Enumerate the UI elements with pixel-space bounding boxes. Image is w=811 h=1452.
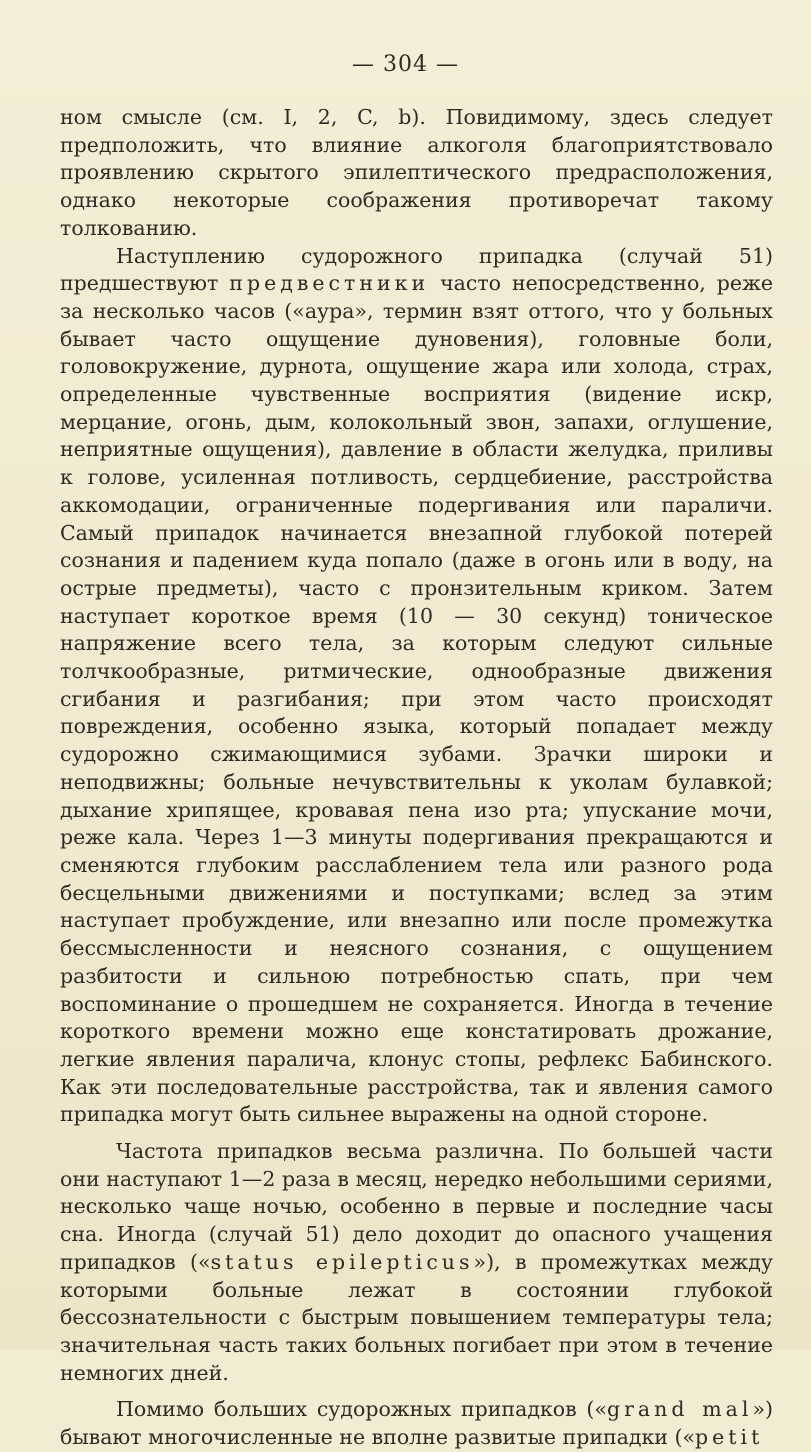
spaced-term-status-epilepticus: status epilepticus (210, 1249, 474, 1274)
paragraph-2-text-rest: часто непосредственно, реже за несколько часов («аура», термин взят оттого, что у больных бывает часто ощущение дуновения), головные боли, головокружение, дурнота, ощущение жара или холода, страх, определенные чувственные восприятия (видение искр, мерцание, огонь, дым, колокольный звон, запахи, оглушение, неприятные ощущения), давление в области желудка, приливы к голове, усиленная потливость, сердцебиение, расстройства аккомодации, ограниченные подергивания или параличи. Самый припадок начинается внезапной глубокой потерей сознания и падением куда попало (даже в огонь или в воду, на острые предметы), часто с пронзительным криком. Затем наступает короткое время (10 — 30 секунд) тоническое напряжение всего тела, за которым следуют сильные толчкообразные, ритмические, однообразные движения сгибания и разгибания; при этом часто происходят повреждения, особенно языка, который попадает между судорожно сжимающимися зубами. Зрачки широки и неподвижны; больные нечувствительны к уколам булавкой; дыхание хрипящее, кровавая пена изо рта; упускание мочи, реже кала. Через 1—3 минуты подергивания прекращаются и сменяются глубоким расслаблением тела или разного рода бесцельными движениями и поступками; вслед за этим наступает пробуждение, или внезапно или после промежутка бессмысленности и неясного сознания, с ощущением разбитости и сильною потребностью спать, при чем воспоминание о прошедшем не сохраняется. Иногда в течение короткого времени можно еще констатировать дрожание, легкие явления паралича, клонус стопы, рефлекс Бабинского. Как эти последовательные расстройства, так и явления самого припадка могут быть сильнее выражены на одной стороне. (60, 271, 773, 1127)
paragraph-1 (60, 104, 773, 243)
paragraph-4-text-middle: ») бывают многочисленные не вполне развитые припадки (« (60, 1397, 773, 1450)
spaced-term-grand-mal: grand mal (606, 1397, 753, 1422)
paragraph-4 (60, 1396, 773, 1451)
paragraph-1-text: ном смысле (см. I, 2, C, b). Повидимому, здесь следует предположить, что влияние алкоголя благоприятствовало проявлению скрытого эпилептического предрасположения, однако некоторые соображения противоречат такому толкованию. (60, 105, 773, 240)
page-number: — 304 — (352, 52, 459, 77)
paragraph-3-text-rest: »), в промежутках между которыми больные лежат в состоянии глубокой бессознательности с быстрым повышением температуры тела; значительная часть таких больных погибает при этом в течение немногих дней. (60, 1249, 773, 1385)
paragraph-2 (60, 243, 773, 1130)
spaced-term-petit: petit (695, 1425, 764, 1450)
paragraph-4-text-start: Помимо больших судорожных припадков (« (116, 1397, 607, 1422)
paragraph-2-text-start: Наступлению судорожного припадка (случай 51) предшествуют (60, 243, 773, 296)
body-text (60, 104, 773, 1452)
spaced-term-predvestniki: предвестники (229, 271, 430, 296)
paragraph-3-text-start: Частота припадков весьма различна. По большей части они наступают 1—2 раза в месяц, нередко небольшими сериями, несколько чаще ночью, особенно в первые и последние часы сна. Иногда (случай 51) дело доходит до опасного учащения припадков (« (60, 1139, 773, 1274)
